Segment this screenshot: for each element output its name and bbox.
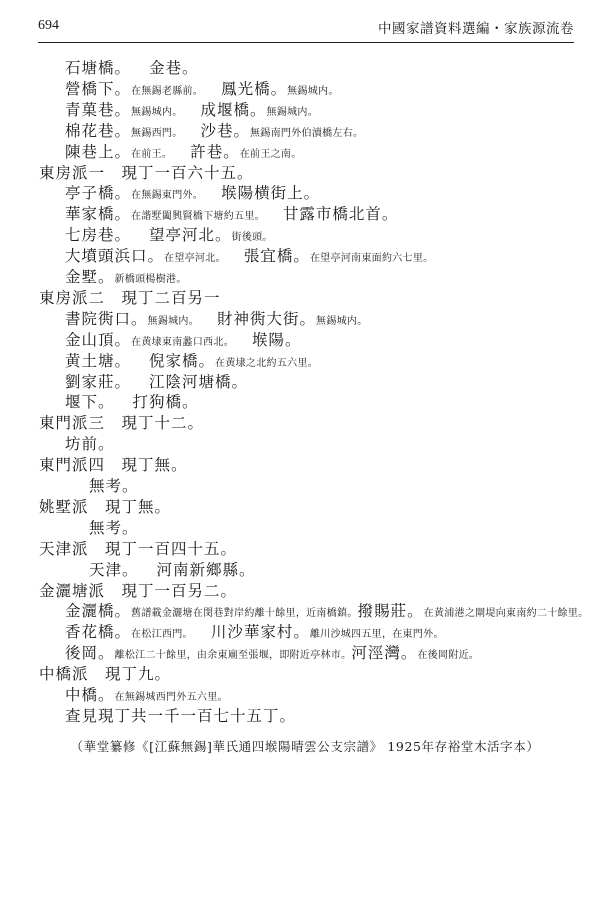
place-name: 堠陽横街上。 [221, 184, 321, 203]
place-note: 街後頭。 [231, 232, 273, 244]
place-name: 天津派 現丁一百四十五。 [39, 539, 238, 558]
place-note: 離松江二十餘里，由余東廟至張堰，即附近亭林市。 [114, 650, 352, 662]
place-note: 無錫城内。 [131, 106, 183, 118]
place-name: 許巷。 [190, 142, 240, 161]
place-name: 營橋下。 [65, 79, 132, 98]
place-name: 金山頂。 [65, 330, 132, 349]
place-note: 在無錫老縣前。 [131, 85, 204, 97]
place-name: 劉家莊。 [65, 372, 132, 391]
place-name: 東門派四 現丁無。 [39, 456, 188, 475]
place-name: 堠陽。 [252, 330, 302, 349]
place-name: 中橋派 現丁九。 [39, 665, 172, 684]
page-header [38, 16, 574, 38]
place-name: 江陰河塘橋。 [149, 372, 249, 391]
place-name: 坊前。 [65, 435, 115, 454]
place-note: 在松江西門。 [131, 629, 193, 641]
place-note: 舊譜載金灑塘在閔巷對岸約離十餘里，近南橋鎮。 [131, 608, 358, 620]
place-note: 新橋頭楊樹港。 [114, 274, 187, 285]
place-name: 查見現丁共一千一百七十五丁。 [65, 706, 297, 725]
place-name: 金灑塘派 現丁一百另二。 [39, 581, 238, 600]
place-name: 河南新鄉縣。 [156, 560, 256, 579]
page-number: 694 [38, 18, 59, 33]
place-name: 中橋。 [65, 686, 115, 704]
place-note: 在黄浦港之閘堤向東南約二十餘里。 [423, 608, 589, 620]
place-note: 在諧墅闔興賢橋下塘約五里。 [131, 211, 265, 223]
place-name: 撥賜莊。 [357, 602, 424, 621]
place-note: 在望亭河南東面約六七里。 [309, 253, 434, 265]
header-rule [38, 42, 574, 43]
place-name: 川沙華家村。 [210, 623, 310, 642]
place-name: 後岡。 [65, 644, 115, 663]
place-name: 姚墅派 現丁無。 [39, 497, 172, 516]
place-name: 打狗橋。 [132, 393, 199, 412]
place-name: 石塘橋。 [65, 59, 132, 77]
place-name: 香花橋。 [65, 623, 132, 642]
place-name: 七房巷。 [65, 226, 132, 245]
branch-heading [39, 411, 204, 435]
place-note: 無錫城内。 [316, 315, 368, 327]
place-name: 大墳頭浜口。 [65, 247, 165, 266]
place-note: 在無錫城西門外五六里。 [114, 692, 228, 703]
place-name: 倪家橋。 [149, 351, 216, 370]
place-name: 沙巷。 [200, 121, 251, 140]
place-note: 無錫南門外伯瀆橋左右。 [250, 127, 364, 139]
place-name: 書院衖口。 [65, 309, 148, 328]
place-name: 成堰橋。 [200, 100, 267, 119]
place-note: 在黄埭之北約五六里。 [215, 357, 319, 369]
place-note: 離川沙城四五里，在東門外。 [309, 629, 444, 641]
place-name: 東房派二 現丁二百另一 [39, 288, 221, 307]
place-name: 華家橋。 [65, 205, 132, 224]
place-note: 無錫西門。 [131, 127, 183, 139]
place-note: 無錫城内。 [287, 85, 339, 97]
place-name: 亭子橋。 [65, 184, 132, 203]
place-name: 河涇灣。 [351, 644, 418, 663]
place-name: 無考。 [89, 477, 139, 495]
place-name: 張宜橋。 [243, 247, 310, 266]
place-note: 在黄埭東南蠡口西北。 [131, 336, 235, 348]
place-name: 鳳光橋。 [221, 79, 288, 98]
running-title: 中國家譜資料選編・家族源流卷 [378, 21, 574, 37]
place-note: 在無錫東門外。 [131, 190, 204, 202]
place-note: 無錫城内。 [147, 315, 200, 327]
place-name: 堰下。 [65, 393, 115, 412]
place-name: 棉花巷。 [65, 121, 132, 140]
place-name: 金墅。 [65, 268, 115, 286]
place-name: 無考。 [89, 518, 139, 537]
place-name: 陳巷上。 [65, 142, 132, 161]
place-note: 在前王之南。 [239, 148, 302, 160]
place-note: 無錫城内。 [266, 106, 319, 118]
place-name: 天津。 [89, 560, 139, 579]
place-entry [65, 704, 296, 728]
place-name: 東房派一 現丁一百六十五。 [39, 163, 254, 182]
place-note: 在前王。 [131, 148, 173, 160]
place-name: 青菓巷。 [65, 100, 132, 119]
place-name: 財神衖大街。 [217, 309, 317, 328]
place-name: 甘露市橋北首。 [282, 205, 399, 224]
place-name: 黄土塘。 [65, 351, 132, 370]
place-note: 在後岡附近。 [417, 650, 480, 662]
source-citation: （華堂纂修《[江蘇無錫]華氏通四堠陽晴雲公支宗譜》 1925年存裕堂木活字本） [70, 739, 540, 754]
place-name: 東門派三 現丁十二。 [39, 414, 205, 433]
place-name: 望亭河北。 [149, 226, 232, 245]
place-name: 金灑橋。 [65, 602, 132, 621]
place-name: 金巷。 [149, 59, 199, 77]
place-note: 在望亭河北。 [164, 253, 226, 265]
